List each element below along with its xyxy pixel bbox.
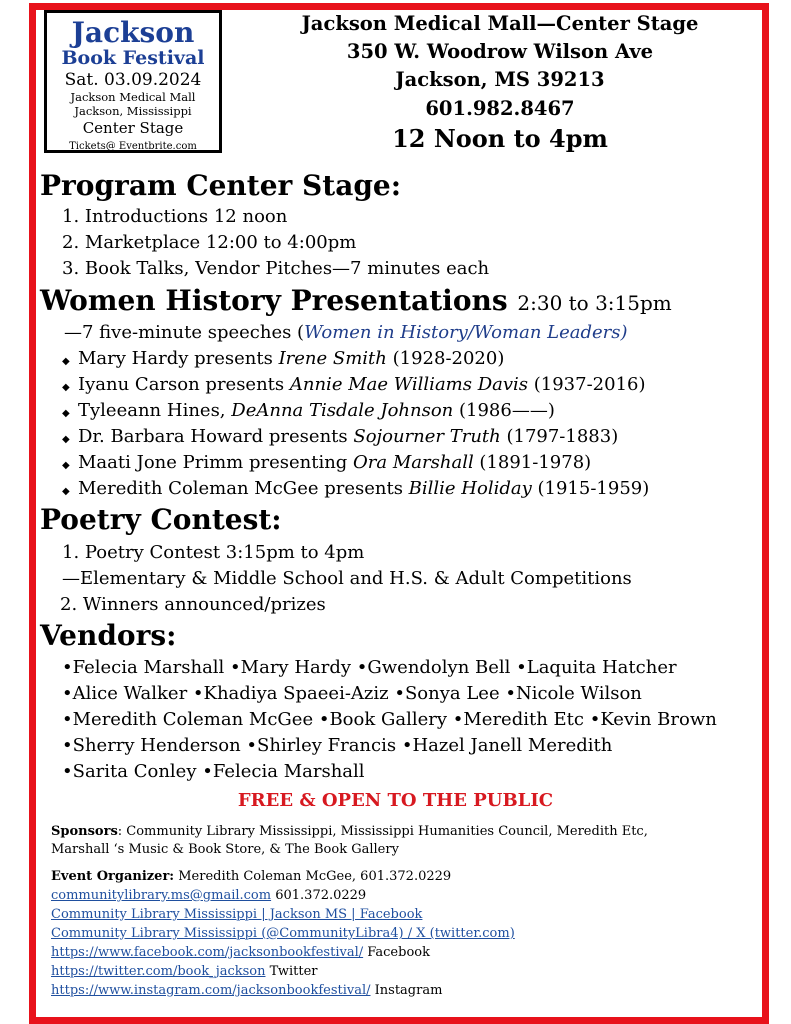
event-time: 12 Noon to 4pm [392, 124, 608, 153]
logo-city: Jackson, Mississippi [74, 103, 192, 118]
organizer-line [51, 869, 451, 886]
sponsors-label: Sponsors [51, 824, 118, 839]
festival-logo [44, 10, 222, 153]
speaker-line [62, 452, 591, 474]
program-item: 1. Introductions 12 noon [62, 206, 288, 227]
vendor-line: •Felecia Marshall •Mary Hardy •Gwendolyn Bell •Laquita Hatcher [62, 657, 677, 678]
speaker-subject: Annie Mae Williams Davis [289, 374, 529, 395]
speaker-line [62, 478, 649, 500]
speaker-presenter: Mary Hardy presents [78, 348, 279, 369]
program-item: 3. Book Talks, Vendor Pitches—7 minutes each [62, 258, 490, 279]
diamond-bullet-icon: ◆ [62, 356, 70, 367]
diamond-bullet-icon: ◆ [62, 434, 70, 445]
sponsors-line: Marshall ‘s Music & Book Store, & The Book Gallery [51, 842, 399, 857]
logo-subtitle: Book Festival [61, 47, 205, 69]
program-heading: Program Center Stage: [40, 169, 402, 202]
link-line [51, 983, 442, 1000]
logo-title: Jackson [71, 16, 195, 49]
speaker-line [62, 400, 555, 422]
speaker-presenter: Maati Jone Primm presenting [78, 452, 354, 473]
diamond-bullet-icon: ◆ [62, 460, 70, 471]
diamond-bullet-icon: ◆ [62, 382, 70, 393]
twitter-page-link[interactable]: Community Library Mississippi (@CommunityLibra4) / X (twitter.com) [51, 926, 515, 941]
speaker-years: (1928-2020) [386, 348, 505, 369]
email-link[interactable]: communitylibrary.ms@gmail.com [51, 888, 272, 903]
instagram-festival-link[interactable]: https://www.instagram.com/jacksonbookfestival/ [51, 983, 371, 998]
organizer-phone: 601.372.0229 [271, 888, 367, 903]
logo-tickets: Tickets@ Eventbrite.com [69, 141, 197, 152]
speaker-years: (1797-1883) [500, 426, 619, 447]
poetry-line: —Elementary & Middle School and H.S. & Adult Competitions [62, 568, 632, 589]
venue-phone: 601.982.8467 [425, 97, 575, 120]
speaker-years: (1915-1959) [531, 478, 650, 499]
intro-close: ) [620, 322, 628, 343]
speaker-line [62, 426, 618, 448]
vendor-line: •Sarita Conley •Felecia Marshall [62, 761, 365, 782]
diamond-bullet-icon: ◆ [62, 408, 70, 419]
venue-address: 350 W. Woodrow Wilson Ave [346, 40, 654, 63]
link-line [51, 926, 515, 943]
speaker-years: (1937-2016) [528, 374, 646, 395]
logo-date: Sat. 03.09.2024 [64, 70, 202, 90]
diamond-bullet-icon: ◆ [62, 486, 70, 497]
vendor-line: •Alice Walker •Khadiya Spaeei-Aziz •Sonya Lee •Nicole Wilson [62, 683, 642, 704]
women-history-time: 2:30 to 3:15pm [517, 291, 672, 315]
vendor-line: •Meredith Coleman McGee •Book Gallery •Meredith Etc •Kevin Brown [62, 709, 717, 730]
speaker-subject: DeAnna Tisdale Johnson [231, 400, 454, 421]
speaker-years: (1986——) [453, 400, 555, 421]
venue-name: Jackson Medical Mall—Center Stage [301, 12, 699, 35]
poetry-heading: Poetry Contest: [40, 503, 282, 536]
speaker-subject: Sojourner Truth [353, 426, 501, 447]
organizer-text: Meredith Coleman McGee, 601.372.0229 [174, 869, 452, 884]
speaker-presenter: Meredith Coleman McGee presents [78, 478, 409, 499]
speaker-subject: Billie Holiday [408, 478, 532, 499]
sponsors-text: : Community Library Mississippi, Mississippi Humanities Council, Meredith Etc, [117, 824, 648, 839]
speaker-years: (1891-1978) [473, 452, 592, 473]
speaker-presenter: Tyleeann Hines, [78, 400, 232, 421]
speaker-line [62, 374, 646, 396]
poetry-line: 1. Poetry Contest 3:15pm to 4pm [62, 542, 365, 563]
vendors-heading: Vendors: [40, 619, 177, 652]
organizer-email-line [51, 888, 366, 905]
twitter-festival-link[interactable]: https://twitter.com/book_jackson [51, 964, 266, 979]
speaker-line [62, 348, 504, 370]
intro-text: —7 five-minute speeches ( [64, 322, 305, 343]
link-line [51, 964, 317, 981]
link-note: Twitter [265, 964, 318, 979]
link-line [51, 907, 422, 924]
link-line [51, 945, 430, 962]
speaker-presenter: Iyanu Carson presents [78, 374, 290, 395]
women-history-title: Women History Presentations [40, 284, 508, 317]
link-note: Facebook [363, 945, 430, 960]
facebook-page-link[interactable]: Community Library Mississippi | Jackson MS | Facebook [51, 907, 423, 922]
link-note: Instagram [370, 983, 443, 998]
program-item: 2. Marketplace 12:00 to 4:00pm [62, 232, 357, 253]
intro-theme: Women in History/Woman Leaders [304, 322, 621, 343]
speaker-presenter: Dr. Barbara Howard presents [78, 426, 354, 447]
women-history-intro [64, 322, 628, 344]
poetry-line: 2. Winners announced/prizes [60, 594, 326, 615]
free-admission-banner: FREE & OPEN TO THE PUBLIC [237, 790, 554, 811]
speaker-subject: Irene Smith [278, 348, 387, 369]
organizer-label: Event Organizer: [51, 869, 175, 884]
women-history-heading [40, 284, 672, 317]
logo-stage: Center Stage [82, 119, 184, 137]
sponsors-line [51, 824, 648, 841]
facebook-festival-link[interactable]: https://www.facebook.com/jacksonbookfestival/ [51, 945, 364, 960]
venue-city: Jackson, MS 39213 [395, 68, 605, 91]
vendor-line: •Sherry Henderson •Shirley Francis •Hazel Janell Meredith [62, 735, 613, 756]
speaker-subject: Ora Marshall [353, 452, 474, 473]
logo-venue: Jackson Medical Mall [70, 90, 196, 104]
